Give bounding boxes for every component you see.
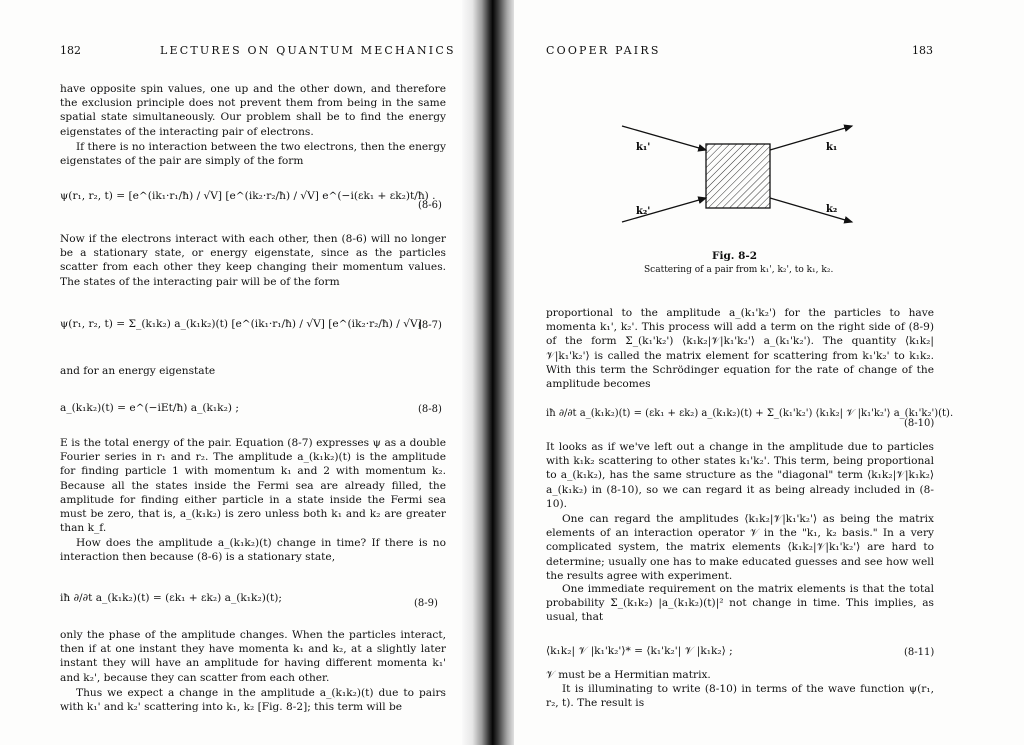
incoming-line xyxy=(622,126,706,150)
equation-number: (8-8) xyxy=(418,404,442,415)
interaction-box xyxy=(706,144,770,208)
paragraph: It looks as if we've left out a change in the amplitude due to particles with k₁k₂ scattering to other states k₁'k₂'. This term, being proportional to a_(k₁k₂), has the same structure as the "diagonal" term ⟨k₁k₂|𝒱|k₁k₂⟩ a_(k₁k₂) in (8-10), so we can regard it as being already included in (8-10). xyxy=(546,441,934,510)
running-header: COOPER PAIRS xyxy=(546,44,661,57)
running-header: LECTURES ON QUANTUM MECHANICS xyxy=(160,44,456,57)
outgoing-line xyxy=(770,126,852,150)
figure-caption: Scattering of a pair from k₁', k₂', to k₁, k₂. xyxy=(644,265,834,275)
outgoing-line xyxy=(770,198,852,222)
equation-number: (8-10) xyxy=(904,418,935,429)
equation-number: (8-11) xyxy=(904,647,935,658)
scattering-diagram xyxy=(614,118,864,230)
paragraph: have opposite spin values, one up and the other down, and therefore the exclusion principle does not prevent them from being in the same spatial state simultaneously. Our problem shall be to find the energy eigenstates of the interacting pair of electrons. xyxy=(60,83,446,138)
right-page xyxy=(514,0,1024,745)
page-number: 183 xyxy=(912,44,933,57)
label-k1: k₁ xyxy=(826,142,838,153)
equation-number: (8-7) xyxy=(418,320,442,331)
label-k2: k₂ xyxy=(826,204,838,215)
paragraph: proportional to the amplitude a_(k₁'k₂') for the particles to have momenta k₁', k₂'. This process will add a term on the right side of (8-9) of the form Σ_(k₁'k₂') ⟨k₁k₂|𝒱|k₁'k₂'⟩ a_(k₁'k₂'). The quantity ⟨k₁k₂|𝒱|k₁'k₂'⟩ is called the matrix element for scattering from k₁'k₂' to k₁k₂. With this term the Schrödinger equation for the rate of change of the amplitude becomes xyxy=(546,307,934,391)
incoming-line xyxy=(622,198,706,222)
equation-8-10: iħ ∂/∂t a_(k₁k₂)(t) = (εk₁ + εk₂) a_(k₁k₂)(t) + Σ_(k₁'k₂') ⟨k₁k₂| 𝒱 |k₁'k₂'⟩ a_(k₁'k₂')(t). xyxy=(546,408,954,419)
equation-number: (8-6) xyxy=(418,200,442,211)
paragraph: One immediate requirement on the matrix elements is that the total probability Σ_(k₁k₂) |a_(k₁k₂)(t)|² not change in time. This implies, as usual, that xyxy=(546,583,934,624)
paragraph: It is illuminating to write (8-10) in terms of the wave function ψ(r₁, r₂, t). The result is xyxy=(546,683,934,710)
paragraph: 𝒱 must be a Hermitian matrix. xyxy=(546,669,711,681)
paragraph: One can regard the amplitudes ⟨k₁k₂|𝒱|k₁'k₂'⟩ as being the matrix elements of an interaction operator 𝒱 in the "k₁, k₂ basis." In a very complicated system, the matrix elements ⟨k₁k₂|𝒱|k₁'k₂'⟩ are hard to determine; usually one has to make educated guesses and see how well the results agree with experiment. xyxy=(546,513,934,582)
paragraph: and for an energy eigenstate xyxy=(60,365,216,377)
paragraph: Now if the electrons interact with each other, then (8-6) will no longer be a stationary state, or energy eigenstate, since as the particles scatter from each other they keep changing their momentum values. The states of the interacting pair will be of the form xyxy=(60,233,446,288)
book-spine-shadow xyxy=(462,0,520,745)
page-number: 182 xyxy=(60,44,81,57)
left-page xyxy=(0,0,470,745)
equation-8-7: ψ(r₁, r₂, t) = Σ_(k₁k₂) a_(k₁k₂)(t) [e^(ik₁·r₁/ħ) / √V] [e^(ik₂·r₂/ħ) / √V] xyxy=(60,318,422,330)
equation-8-6: ψ(r₁, r₂, t) = [e^(ik₁·r₁/ħ) / √V] [e^(ik₂·r₂/ħ) / √V] e^(−i(εk₁ + εk₂)t/ħ) . xyxy=(60,190,436,202)
label-k2-prime: k₂' xyxy=(636,206,651,217)
figure-title: Fig. 8-2 xyxy=(712,250,758,262)
paragraph: How does the amplitude a_(k₁k₂)(t) change in time? If there is no interaction then because (8-6) is a stationary state, xyxy=(60,537,446,564)
equation-number: (8-9) xyxy=(414,598,438,609)
equation-8-9: iħ ∂/∂t a_(k₁k₂)(t) = (εk₁ + εk₂) a_(k₁k₂)(t); xyxy=(60,592,282,604)
paragraph: Thus we expect a change in the amplitude a_(k₁k₂)(t) due to pairs with k₁' and k₂' scattering into k₁, k₂ [Fig. 8-2]; this term will be xyxy=(60,687,446,714)
paragraph: If there is no interaction between the two electrons, then the energy eigenstates of the pair are simply of the form xyxy=(60,141,446,168)
equation-8-11: ⟨k₁k₂| 𝒱 |k₁'k₂'⟩* = ⟨k₁'k₂'| 𝒱 |k₁k₂⟩ ; xyxy=(546,645,733,657)
paragraph: E is the total energy of the pair. Equation (8-7) expresses ψ as a double Fourier series in r₁ and r₂. The amplitude a_(k₁k₂)(t) is the amplitude for finding particle 1 with momentum k₁ and 2 with momentum k₂. Because all the states inside the Fermi sea are already filled, the amplitude for finding either particle in a state inside the Fermi sea must be zero, that is, a_(k₁k₂) is zero unless both k₁ and k₂ are greater than k_f. xyxy=(60,437,446,535)
label-k1-prime: k₁' xyxy=(636,142,651,153)
paragraph: only the phase of the amplitude changes. When the particles interact, then if at one instant they have momenta k₁ and k₂, at a slightly later instant they will have an amplitude for having different momenta k₁' and k₂', because they can scatter from each other. xyxy=(60,629,446,684)
equation-8-8: a_(k₁k₂)(t) = e^(−iEt/ħ) a_(k₁k₂) ; xyxy=(60,402,239,414)
